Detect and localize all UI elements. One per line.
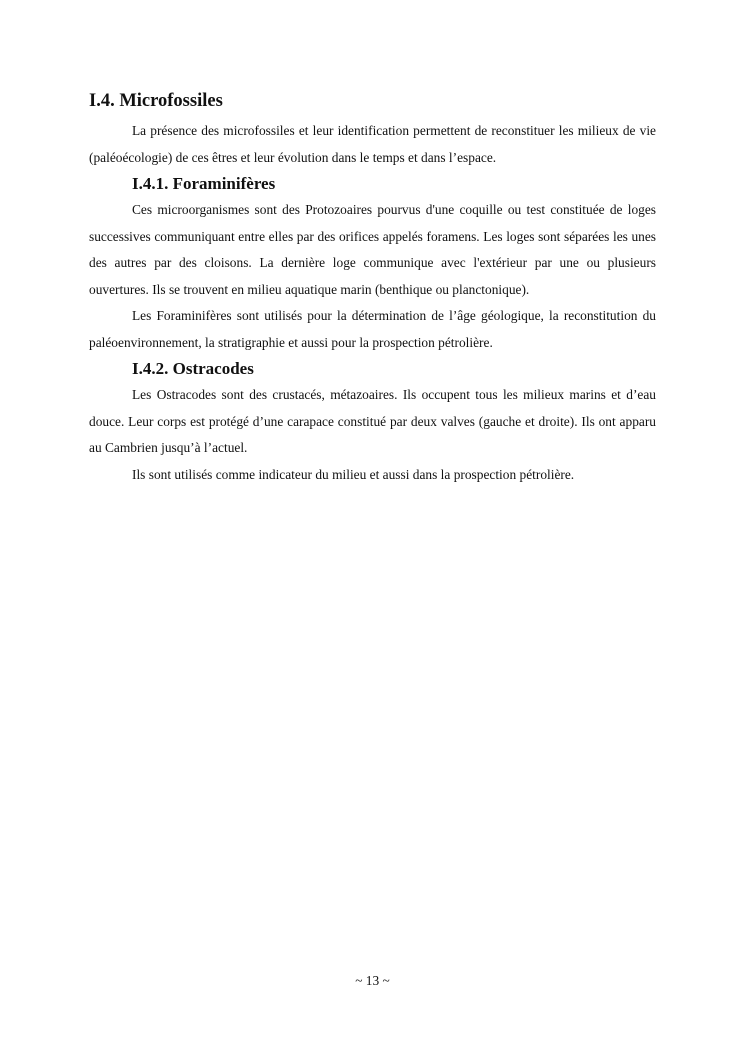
subsection-title-foraminiferes: I.4.1. Foraminifères (132, 174, 276, 193)
section-title: I.4. Microfossiles (89, 91, 223, 111)
ostracodes-paragraph-2: Ils sont utilisés comme indicateur du milieu et aussi dans la prospection pétrolière. (132, 466, 575, 482)
section-intro-paragraph: La présence des microfossiles et leur identification permettent de reconstituer les milieux de vie (paléoécologie) de ces êtres et leur évolution dans le temps et dans l’espace. (89, 123, 656, 165)
foraminiferes-paragraph-2: Les Foraminifères sont utilisés pour la détermination de l’âge géologique, la reconstitution du paléoenvironnement, la stratigraphie et aussi pour la prospection pétrolière. (89, 308, 656, 350)
ostracodes-paragraph-1: Les Ostracodes sont des crustacés, métazoaires. Ils occupent tous les milieux marins et d’eau douce. Leur corps est protégé d’une carapace constitué par deux valves (gauche et droite). Ils ont apparu au Cambrien jusqu’à l’actuel. (89, 387, 656, 455)
subsection-title-ostracodes: I.4.2. Ostracodes (132, 359, 254, 378)
page-content (89, 88, 656, 488)
page-number: ~ 13 ~ (355, 973, 390, 988)
foraminiferes-paragraph-1: Ces microorganismes sont des Protozoaires pourvus d'une coquille ou test constituée de loges successives communiquant entre elles par des orifices appelés foramens. Les loges sont séparées les unes des autres par des cloisons. La dernière loge communique avec l'extérieur par une ou plusieurs ouvertures. Ils se trouvent en milieu aquatique marin (benthique ou planctonique). (89, 202, 656, 297)
